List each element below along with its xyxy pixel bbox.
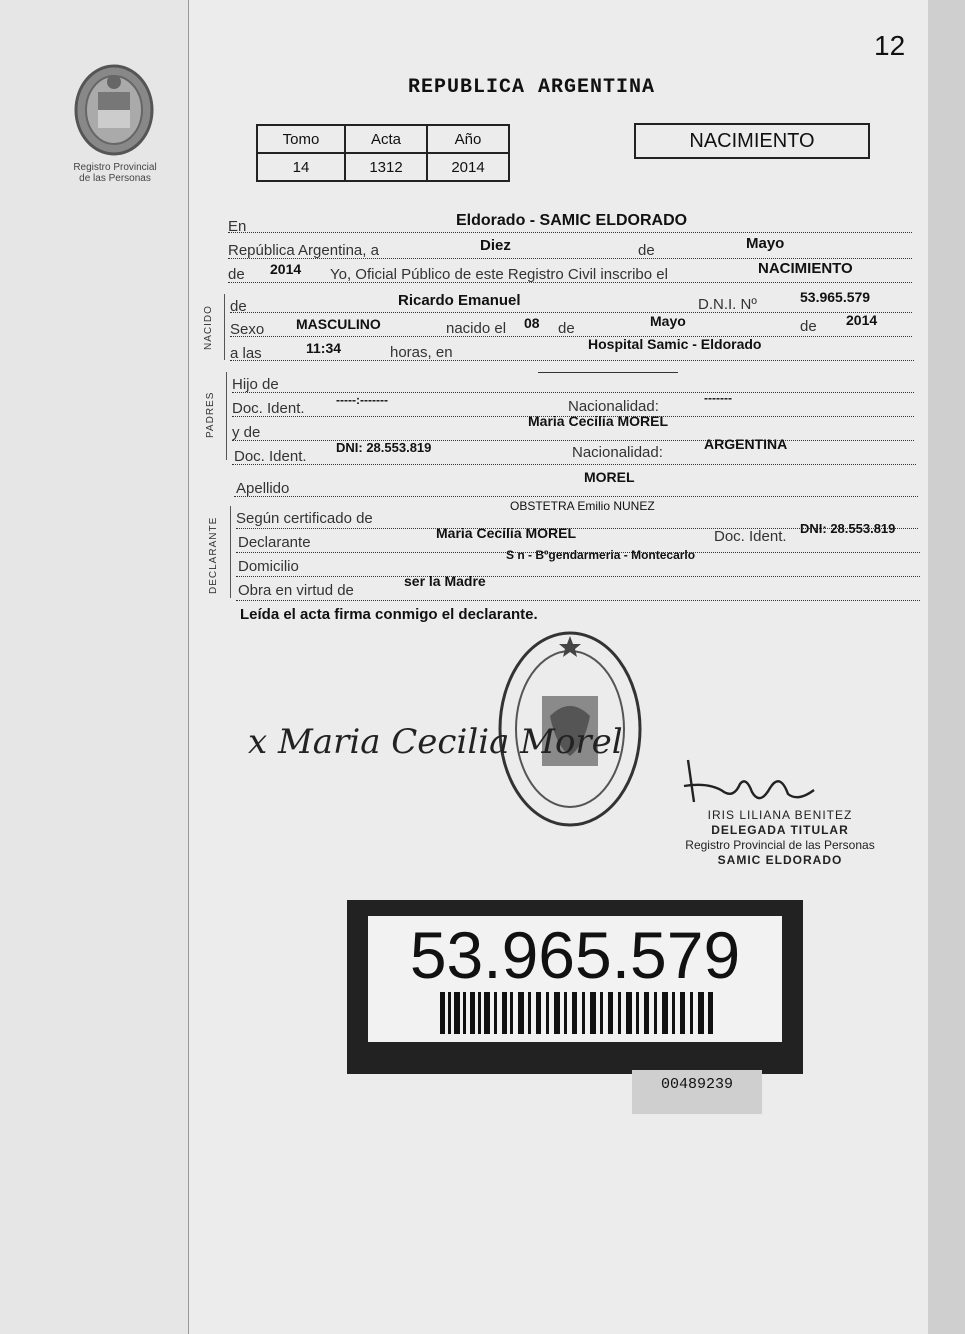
value-day-words: Diez — [480, 237, 511, 254]
official-location: SAMIC ELDORADO — [717, 853, 843, 867]
page-edge — [928, 0, 965, 1334]
label-apellido: Apellido — [236, 480, 290, 497]
issuer-caption-line1: Registro Provincial — [73, 162, 157, 173]
label-en: En — [228, 218, 247, 235]
value-address: S n - Bºgendarmeria - Montecarlo — [506, 548, 696, 562]
label-nacido: nacido el — [446, 320, 507, 337]
label-nacionalidad-1: Nacionalidad: — [568, 398, 659, 415]
label-dni: D.N.I. Nº — [698, 296, 757, 313]
closing-statement: Leída el acta firma conmigo el declarante. — [240, 606, 538, 623]
issuer-caption — [50, 162, 180, 184]
label-sexo: Sexo — [230, 321, 265, 338]
label-de-2: de — [228, 266, 245, 283]
label-nacionalidad-2: Nacionalidad: — [572, 444, 663, 461]
value-birth-day: 08 — [524, 315, 540, 331]
value-father-doc: -----:------- — [336, 393, 388, 407]
ano-header: Año — [427, 125, 509, 153]
page-number: 12 — [874, 30, 906, 61]
value-mother-name: Maria Cecilia MOREL — [528, 413, 669, 429]
value-place: Eldorado - SAMIC ELDORADO — [456, 212, 688, 229]
ano-value: 2014 — [427, 153, 509, 181]
value-child-dni: 53.965.579 — [800, 289, 871, 305]
section-padres: PADRES — [205, 391, 216, 438]
label-de-5: de — [800, 318, 817, 335]
label-hijo-de: Hijo de — [232, 376, 279, 393]
country-heading: REPUBLICA ARGENTINA — [408, 76, 656, 99]
official-signature-icon — [680, 752, 820, 810]
declarant-signature: x Maria Cecilia Morel — [248, 722, 623, 762]
label-de-1: de — [638, 242, 655, 259]
acta-value: 1312 — [345, 153, 427, 181]
value-act-type: NACIMIENTO — [758, 260, 853, 277]
tomo-value: 14 — [257, 153, 345, 181]
section-declarante: DECLARANTE — [208, 516, 219, 594]
value-child-name: Ricardo Emanuel — [398, 292, 521, 309]
official-block — [670, 808, 890, 868]
label-doc-ident-1: Doc. Ident. — [232, 400, 305, 417]
official-title: DELEGADA TITULAR — [711, 823, 849, 837]
section-nacido: NACIDO — [203, 305, 214, 350]
label-obra: Obra en virtud de — [238, 582, 354, 599]
label-horas: horas, en — [390, 344, 453, 361]
acta-header: Acta — [345, 125, 427, 153]
value-father-nat: ------- — [704, 391, 732, 405]
value-birth-time: 11:34 — [306, 340, 342, 356]
declarante-bar — [230, 506, 231, 598]
value-declarant-doc: DNI: 28.553.819 — [800, 521, 896, 536]
label-doc-ident-3: Doc. Ident. — [714, 528, 787, 545]
padres-bar — [226, 372, 227, 460]
value-certificate-by: OBSTETRA Emilio NUNEZ — [510, 499, 655, 513]
label-doc-ident-2: Doc. Ident. — [234, 448, 307, 465]
value-declarant-name: Maria Cecilia MOREL — [436, 525, 577, 541]
label-de-4: de — [558, 320, 575, 337]
label-segun: Según certificado de — [236, 510, 373, 527]
value-birth-year: 2014 — [846, 312, 878, 328]
issuer-caption-line2: de las Personas — [79, 173, 151, 184]
registry-table — [256, 124, 510, 182]
value-month: Mayo — [746, 235, 785, 252]
binding-margin — [0, 0, 188, 1334]
value-mother-doc: DNI: 28.553.819 — [336, 440, 432, 455]
label-domicilio: Domicilio — [238, 558, 299, 575]
record-type-box: NACIMIENTO — [634, 123, 870, 159]
official-office: Registro Provincial de las Personas — [685, 838, 875, 852]
value-birth-place: Hospital Samic - Eldorado — [588, 336, 762, 352]
line-father — [232, 372, 914, 393]
barcode-number: 53.965.579 — [409, 918, 741, 992]
label-y-de: y de — [232, 424, 261, 441]
value-mother-nat: ARGENTINA — [704, 436, 788, 452]
barcode-bars-icon — [440, 992, 714, 1034]
value-sex: MASCULINO — [296, 316, 381, 332]
label-de-3: de — [230, 298, 247, 315]
value-birth-month: Mayo — [650, 313, 686, 329]
value-year: 2014 — [270, 261, 302, 277]
registry-emblem-icon — [68, 58, 160, 158]
line-surname — [234, 476, 918, 497]
label-declarante: Declarante — [238, 534, 311, 551]
serial-number: 00489239 — [632, 1070, 762, 1114]
value-surname: MOREL — [584, 469, 635, 485]
label-a-las: a las — [230, 345, 262, 362]
official-name: IRIS LILIANA BENITEZ — [707, 808, 853, 822]
nacido-bar — [224, 294, 225, 360]
label-yo: Yo, Oficial Público de este Registro Civil inscribo el — [330, 266, 668, 283]
tomo-header: Tomo — [257, 125, 345, 153]
label-republica: República Argentina, a — [228, 242, 379, 259]
value-capacity: ser la Madre — [404, 573, 486, 589]
